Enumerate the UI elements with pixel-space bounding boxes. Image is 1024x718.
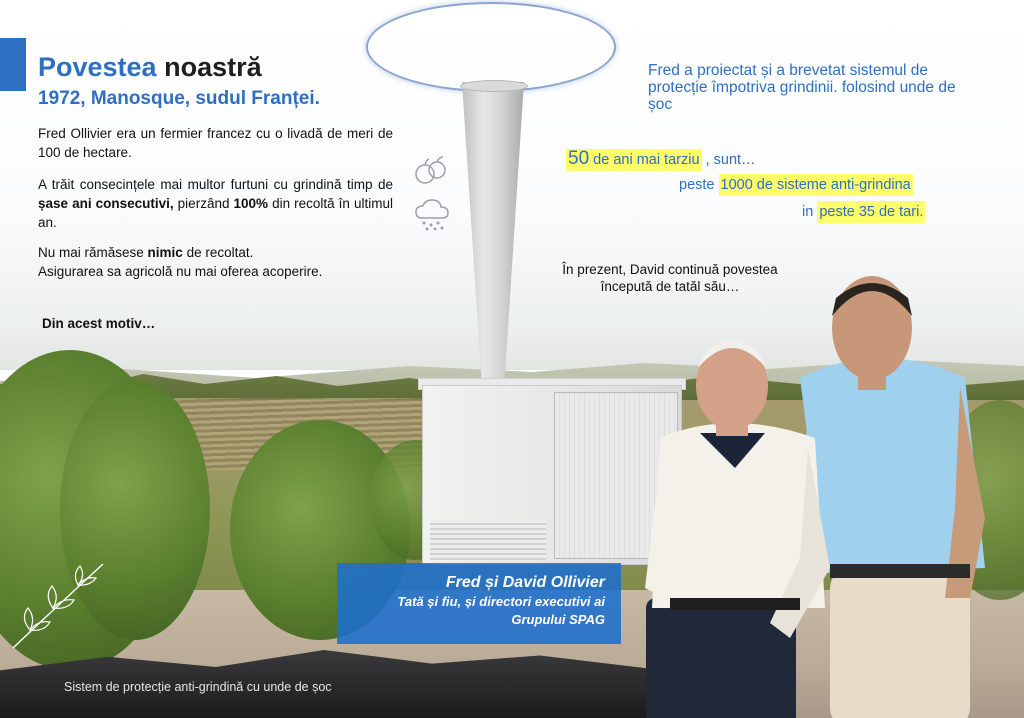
- story-p3-b: nimic: [147, 245, 183, 260]
- fred-figure: [645, 340, 830, 718]
- stat-years-text: de ani mai tarziu: [589, 152, 700, 168]
- invention-text: Fred a proiectat și a brevetat sistemul de protecție împotriva grindinii. folosind unde de șoc: [648, 62, 956, 113]
- story-paragraph-5: Din acest motiv…: [42, 316, 156, 331]
- stat-years-highlight: [566, 149, 702, 171]
- leaf-branch-icon: [8, 560, 108, 652]
- hail-cloud-icon: [414, 198, 450, 232]
- photo-footer-caption: Sistem de protecție anti-grindină cu unde de șoc: [64, 680, 332, 694]
- photo-caption-box: [337, 563, 621, 644]
- accent-tab: [0, 38, 26, 91]
- story-p3-c: de recoltat.: [182, 245, 254, 260]
- david-figure: [790, 276, 985, 718]
- page-subtitle: 1972, Manosque, sudul Franței.: [38, 88, 320, 109]
- caption-title: Fred și David Ollivier: [445, 574, 605, 591]
- story-p2-b: șase ani consecutivi,: [38, 196, 174, 211]
- cone-top: [460, 80, 528, 92]
- stat-years-end: sunt…: [709, 152, 756, 168]
- story-paragraph-4: Asigurarea sa agricolă nu mai oferea acoperire.: [38, 264, 323, 279]
- title-accent: Povestea: [38, 52, 157, 82]
- stat-systems-highlight: 1000 de sisteme anti-grindina: [719, 174, 913, 196]
- stat-countries: [802, 204, 925, 220]
- caption-line-1: Tată și fiu, și directori executivi ai: [397, 594, 605, 609]
- caption-line-2: Grupului SPAG: [511, 612, 605, 627]
- stat-years: [566, 148, 756, 170]
- halo-ring: [366, 2, 616, 92]
- stat-years-comma: ,: [701, 152, 710, 168]
- cabinet-vent: [430, 520, 546, 560]
- stat-systems-pre: peste: [679, 177, 719, 193]
- story-p3-a: Nu mai rămăsese: [38, 245, 148, 260]
- stat-systems: [679, 177, 913, 193]
- people-illustration: [640, 268, 1000, 718]
- title-rest: noastră: [156, 52, 262, 82]
- stat-countries-highlight: peste 35 de tari.: [817, 201, 925, 223]
- stat-years-number: 50: [568, 148, 590, 169]
- story-paragraph-1: Fred Ollivier era un fermier francez cu o livadă de meri de 100 de hectare.: [38, 126, 393, 160]
- story-p2-a: A trăit consecințele mai multor furtuni cu grindină timp de: [38, 177, 393, 192]
- story-p2-d: 100%: [233, 196, 269, 211]
- page-title: [38, 52, 262, 83]
- story-p2-e: din recoltă în ultimul an.: [38, 196, 393, 230]
- apple-icon: [414, 155, 448, 187]
- story-paragraph-3: [38, 243, 253, 262]
- story-p2-c: pierzând: [173, 196, 234, 211]
- stat-countries-pre: in: [802, 204, 818, 220]
- story-paragraph-2: [38, 175, 393, 232]
- david-continues-text: În prezent, David continuă povestea începută de tatăl său…: [562, 262, 778, 294]
